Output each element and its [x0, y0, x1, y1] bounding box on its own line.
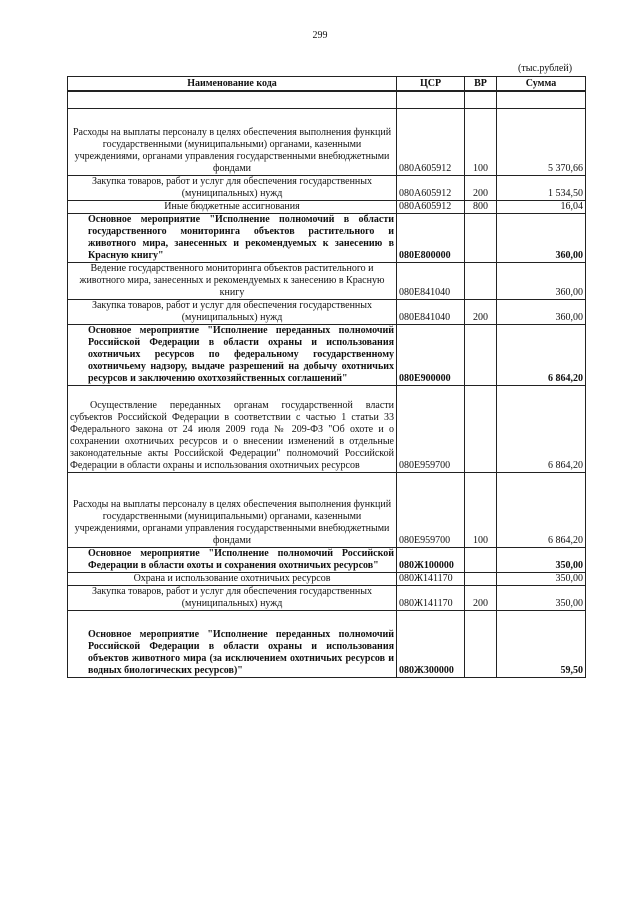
page-number: 299: [312, 30, 328, 41]
row-csr: 080А605912: [397, 176, 465, 201]
row-vr: 200: [465, 176, 497, 201]
row-name: Основное мероприятие "Исполнение переданных полномочий Российской Федерации в области охраны и использования охотничьих ресурсов по федеральному государственному охотничьему надзору, выдаче разрешений на добычу охотничьих ресурсов и заключению охотхозяйственных соглашений": [68, 325, 397, 386]
row-name: Закупка товаров, работ и услуг для обеспечения государственных (муниципальных) нужд: [68, 176, 397, 201]
header-vr: ВР: [465, 77, 497, 92]
row-vr: [465, 214, 497, 263]
row-name: Осуществление переданных органам государственной власти субъектов Российской Федерации в соответствии с частью 1 статьи 33 Федерального закона от 24 июля 2009 года № 209-ФЗ "Об охоте и о сохранении охотничьих ресурсов и о внесении изменений в отдельные законодательные акты Российской Федерации" полномочий Российской Федерации в области охраны и использования охотничьих ресурсов: [68, 386, 397, 473]
row-sum: 360,00: [497, 263, 586, 300]
table-header-row: [68, 77, 586, 92]
row-sum: 6 864,20: [497, 386, 586, 473]
row-sum: 6 864,20: [497, 473, 586, 548]
table-row-main-event: [68, 325, 586, 386]
row-name: Основное мероприятие "Исполнение полномочий Российской Федерации в области охоты и сохранения охотничьих ресурсов": [68, 548, 397, 573]
row-name: Основное мероприятие "Исполнение полномочий в области государственного мониторинга объектов растительного и животного мира, занесенных и рекомендуемых к занесению в Красную книгу": [68, 214, 397, 263]
table-row-main-event: [68, 611, 586, 678]
row-name: Иные бюджетные ассигнования: [68, 201, 397, 214]
row-sum: 5 370,66: [497, 109, 586, 176]
row-csr: 080Ж141170: [397, 586, 465, 611]
row-vr: [465, 263, 497, 300]
row-vr: [465, 548, 497, 573]
table-row: [68, 386, 586, 473]
row-csr: 080Е841040: [397, 263, 465, 300]
row-csr: 080Ж141170: [397, 573, 465, 586]
row-csr: 080А605912: [397, 201, 465, 214]
row-name: Закупка товаров, работ и услуг для обеспечения государственных (муниципальных) нужд: [68, 586, 397, 611]
table-row: [68, 109, 586, 176]
row-vr: [465, 611, 497, 678]
row-csr: 080Е959700: [397, 386, 465, 473]
table-row: [68, 586, 586, 611]
row-vr: [465, 325, 497, 386]
row-vr: 100: [465, 473, 497, 548]
row-name: Основное мероприятие "Исполнение переданных полномочий Российской Федерации в области охраны и использования объектов животного мира (за исключением охотничьих ресурсов и водных биологических ресурсов)": [68, 611, 397, 678]
row-sum: 6 864,20: [497, 325, 586, 386]
row-sum: 350,00: [497, 586, 586, 611]
units-label: (тыс.рублей): [518, 63, 573, 74]
row-vr: 200: [465, 586, 497, 611]
row-name: Охрана и использование охотничьих ресурсов: [68, 573, 397, 586]
row-sum: 1 534,50: [497, 176, 586, 201]
row-vr: 200: [465, 300, 497, 325]
row-csr: 080Ж300000: [397, 611, 465, 678]
table-row-main-event: [68, 214, 586, 263]
table-row: [68, 176, 586, 201]
header-csr: ЦСР: [397, 77, 465, 92]
row-sum: 16,04: [497, 201, 586, 214]
row-name: Ведение государственного мониторинга объектов растительного и животного мира, занесенных и рекомендуемых к занесению в Красную книгу: [68, 263, 397, 300]
row-csr: 080Е900000: [397, 325, 465, 386]
row-name: Закупка товаров, работ и услуг для обеспечения государственных (муниципальных) нужд: [68, 300, 397, 325]
row-vr: 100: [465, 109, 497, 176]
table-spacer-row: [68, 91, 586, 109]
table-row: [68, 300, 586, 325]
row-csr: 080А605912: [397, 109, 465, 176]
row-sum: 350,00: [497, 548, 586, 573]
row-csr: 080Е841040: [397, 300, 465, 325]
header-name: Наименование кода: [68, 77, 397, 92]
row-csr: 080Е800000: [397, 214, 465, 263]
table-row: [68, 201, 586, 214]
row-vr: [465, 386, 497, 473]
row-csr: 080Е959700: [397, 473, 465, 548]
row-name: Расходы на выплаты персоналу в целях обеспечения выполнения функций государственными (муниципальными) органами, казенными учреждениями, органами управления государственными внебюджетными фондами: [68, 109, 397, 176]
table-row-main-event: [68, 548, 586, 573]
row-vr: 800: [465, 201, 497, 214]
row-name: Расходы на выплаты персоналу в целях обеспечения выполнения функций государственными (муниципальными) органами, казенными учреждениями, органами управления государственными внебюджетными фондами: [68, 473, 397, 548]
row-vr: [465, 573, 497, 586]
row-sum: 350,00: [497, 573, 586, 586]
table-row: [68, 573, 586, 586]
budget-table: [67, 76, 586, 678]
row-sum: 59,50: [497, 611, 586, 678]
row-csr: 080Ж100000: [397, 548, 465, 573]
table-row: [68, 473, 586, 548]
header-sum: Сумма: [497, 77, 586, 92]
row-sum: 360,00: [497, 214, 586, 263]
table-row: [68, 263, 586, 300]
row-sum: 360,00: [497, 300, 586, 325]
